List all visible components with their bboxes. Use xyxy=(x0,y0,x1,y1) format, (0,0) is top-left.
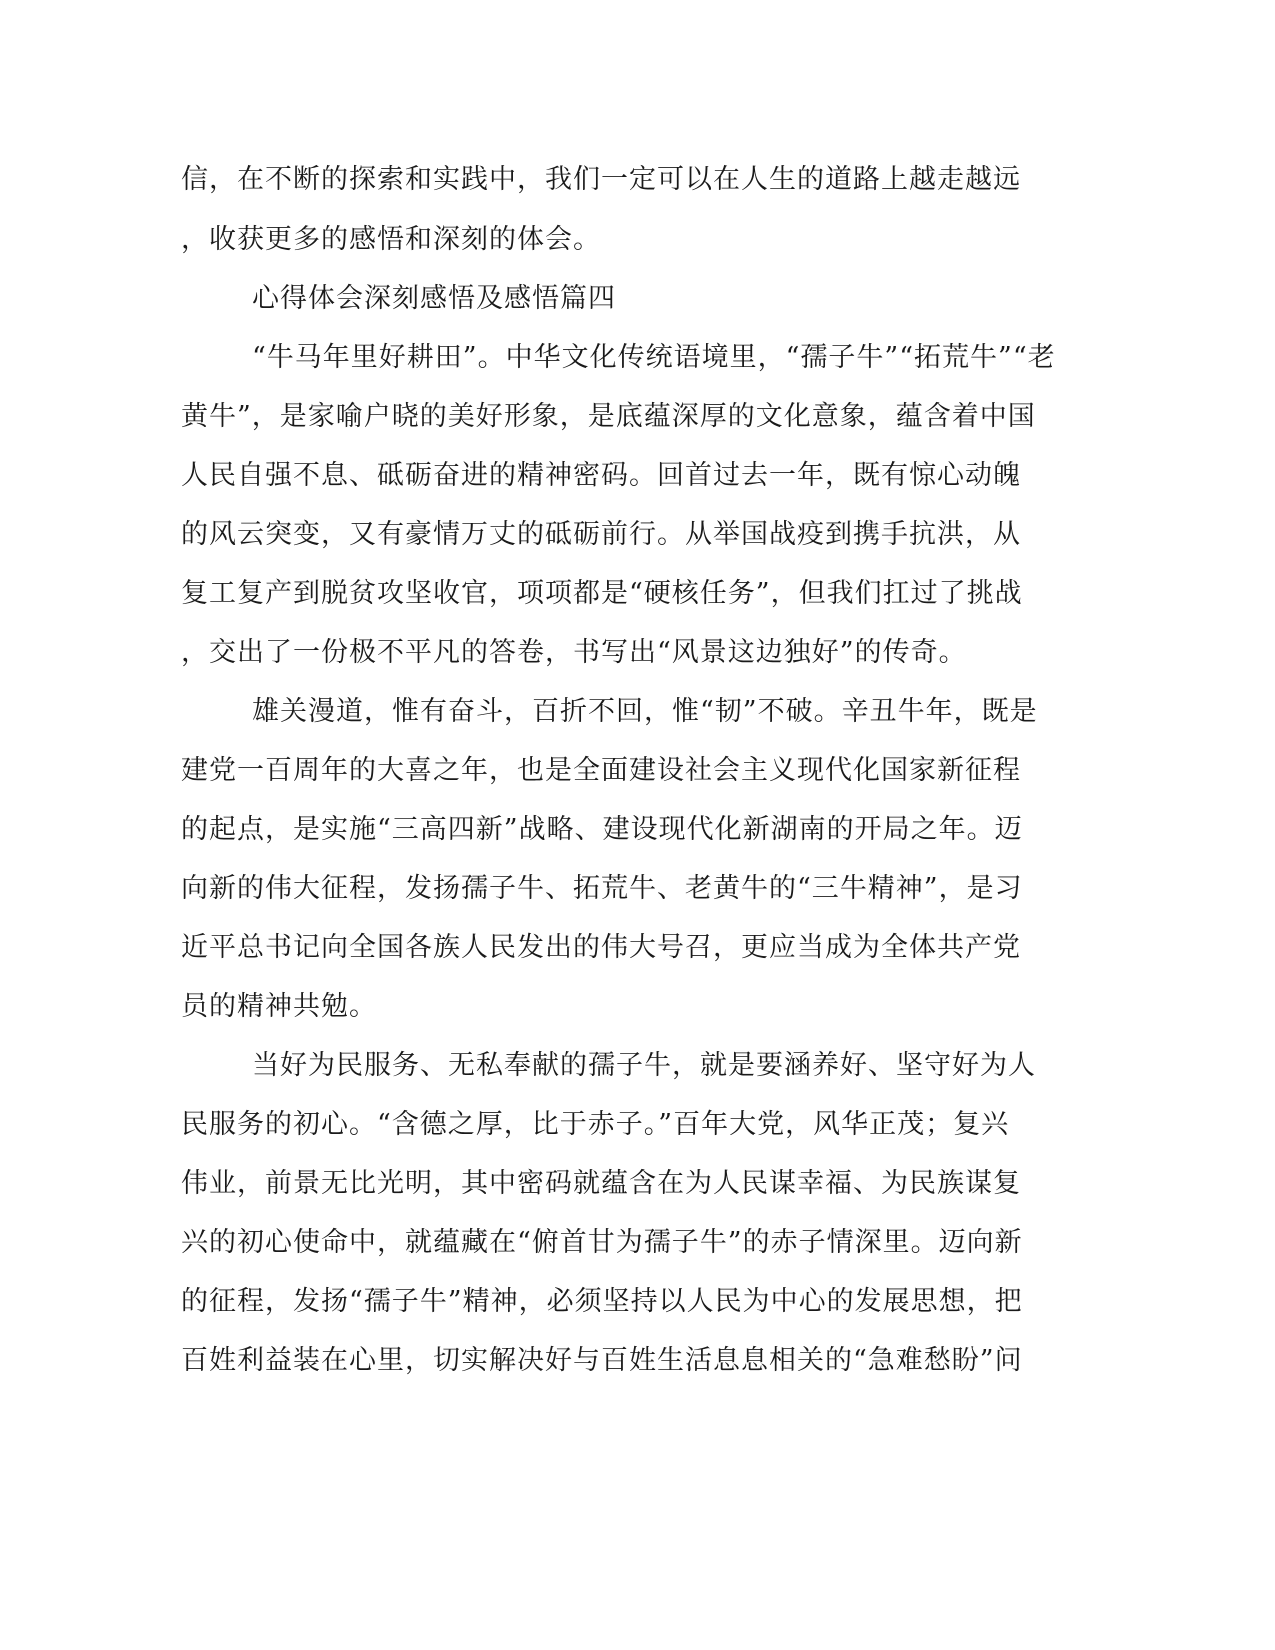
text-line: 民服务的初心。“含德之厚，比于赤子。”百年大党，风华正茂；复兴 xyxy=(181,1109,1010,1140)
section-heading: 心得体会深刻感悟及感悟篇四 xyxy=(252,283,616,314)
paragraph-first-line: “牛马年里好耕田”。中华文化传统语境里，“孺子牛”“拓荒牛”“老 xyxy=(252,342,1056,373)
text-line: 兴的初心使命中，就蕴藏在“俯首甘为孺子牛”的赤子情深里。迈向新 xyxy=(181,1227,1023,1258)
paragraph-first-line: 雄关漫道，惟有奋斗，百折不回，惟“韧”不破。辛丑牛年，既是 xyxy=(252,696,1038,727)
text-line: 信，在不断的探索和实践中，我们一定可以在人生的道路上越走越远 xyxy=(181,164,1021,195)
text-line: 向新的伟大征程，发扬孺子牛、拓荒牛、老黄牛的“三牛精神”，是习 xyxy=(181,873,1023,904)
text-line: 黄牛”，是家喻户晓的美好形象，是底蕴深厚的文化意象，蕴含着中国 xyxy=(181,401,1036,432)
text-line: 的风云突变，又有豪情万丈的砥砺前行。从举国战疫到携手抗洪，从 xyxy=(181,519,1021,550)
text-line: 的起点，是实施“三高四新”战略、建设现代化新湖南的开局之年。迈 xyxy=(181,814,1023,845)
text-line: 近平总书记向全国各族人民发出的伟大号召，更应当成为全体共产党 xyxy=(181,932,1021,963)
text-line: 建党一百周年的大喜之年，也是全面建设社会主义现代化国家新征程 xyxy=(181,755,1021,786)
text-line: 的征程，发扬“孺子牛”精神，必须坚持以人民为中心的发展思想，把 xyxy=(181,1286,1023,1317)
text-line: 复工复产到脱贫攻坚收官，项项都是“硬核任务”，但我们扛过了挑战 xyxy=(181,578,1023,609)
text-line: 员的精神共勉。 xyxy=(181,991,377,1022)
text-line: ，交出了一份极不平凡的答卷，书写出“风景这边独好”的传奇。 xyxy=(181,637,967,668)
text-line: ，收获更多的感悟和深刻的体会。 xyxy=(181,224,601,255)
text-line: 伟业，前景无比光明，其中密码就蕴含在为人民谋幸福、为民族谋复 xyxy=(181,1168,1021,1199)
paragraph-first-line: 当好为民服务、无私奉献的孺子牛，就是要涵养好、坚守好为人 xyxy=(252,1050,1036,1081)
text-line: 百姓利益装在心里，切实解决好与百姓生活息息相关的“急难愁盼”问 xyxy=(181,1345,1023,1376)
text-line: 人民自强不息、砥砺奋进的精神密码。回首过去一年，既有惊心动魄 xyxy=(181,460,1021,491)
